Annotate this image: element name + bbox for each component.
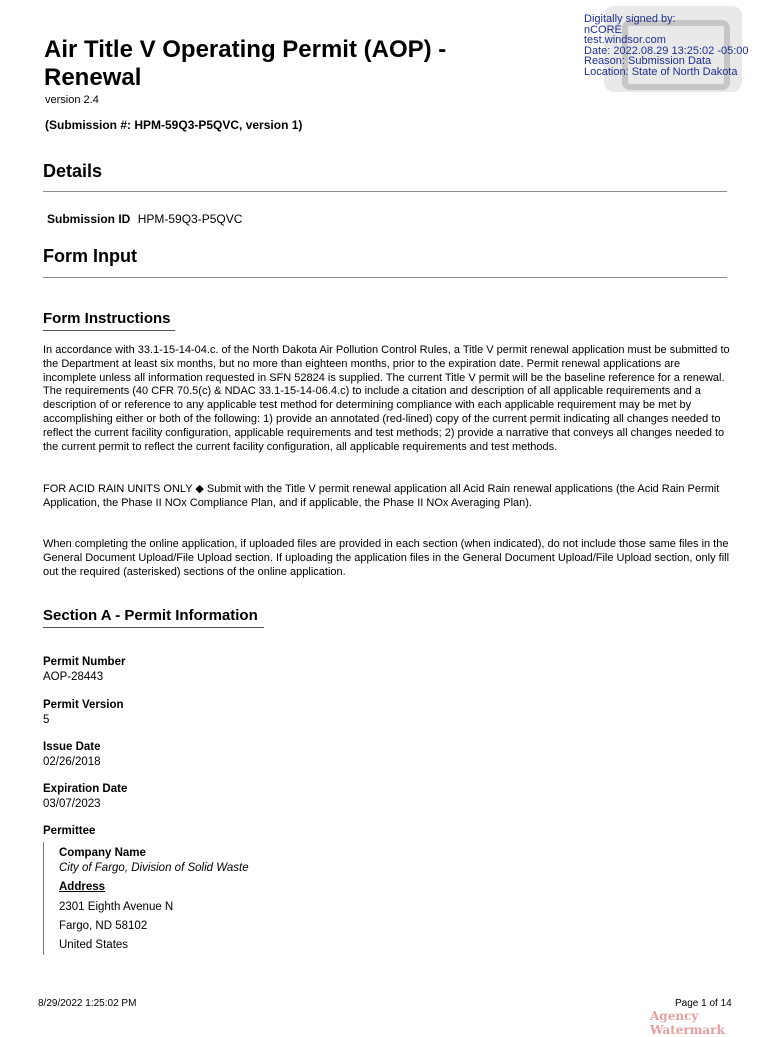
signature-line: Reason: Submission Data bbox=[584, 55, 712, 68]
permit-version-value: 5 bbox=[43, 714, 50, 726]
heading-underline bbox=[43, 330, 175, 331]
submission-id-label: Submission ID bbox=[47, 212, 131, 226]
section-a-heading: Section A - Permit Information bbox=[43, 607, 258, 624]
permit-version-label: Permit Version bbox=[43, 699, 124, 711]
submission-reference: (Submission #: HPM-59Q3-P5QVC, version 1) bbox=[45, 118, 303, 132]
acid-rain-paragraph: FOR ACID RAIN UNITS ONLY ◆ Submit with the Title V permit renewal application all Acid Rain renewal applications (the Acid Rain Permit Application, the Phase II NOx Compliance Plan, and if applicable, the Phase II NOx Averaging Plan). bbox=[43, 483, 720, 509]
permittee-group-border bbox=[43, 842, 44, 955]
details-heading: Details bbox=[43, 161, 103, 181]
form-instructions-heading: Form Instructions bbox=[43, 310, 171, 327]
divider bbox=[43, 191, 727, 192]
page-number: Page 1 of 14 bbox=[675, 998, 732, 1009]
permittee-label: Permittee bbox=[43, 825, 96, 837]
digital-signature bbox=[584, 14, 764, 78]
submission-id-row bbox=[47, 212, 242, 226]
company-name-label: Company Name bbox=[59, 847, 146, 859]
page-title: Air Title V Operating Permit (AOP) - Renewal bbox=[44, 36, 447, 91]
signature-line: test.windsor.com bbox=[584, 34, 666, 47]
divider bbox=[43, 277, 727, 278]
form-version: version 2.4 bbox=[45, 94, 99, 106]
submission-id-value: HPM-59Q3-P5QVC bbox=[137, 212, 243, 226]
instructions-paragraph: In accordance with 33.1-15-14-04.c. of the North Dakota Air Pollution Control Rules, a Title V permit renewal application must be submitted to the Department at least six months, but no more than eighteen months, prior to the expiration date. Permit renewal applications are incomplete unless all information requested in SFN 52824 is supplied. The current Title V permit will be the baseline reference for a renewal. The requirements (40 CFR 70.5(c) & NDAC 33.1-15-14-06.4.c) to include a citation and description of all applicable requirements and a description of or reference to any applicable test method for determining compliance with each applicable requirement may be met by accomplishing either or both of the following: 1) provide an annotated (red-lined) copy of the current permit indicating all changes needed to reflect the current facility configuration, applicable requirements and test methods; 2) provide a narrative that conveys all changes needed to the current permit to reflect the current facility configuration, all applicable requirements and test methods. bbox=[43, 344, 730, 453]
permit-number-value: AOP-28443 bbox=[43, 671, 104, 683]
expiration-date-value: 03/07/2023 bbox=[43, 798, 101, 810]
heading-underline bbox=[43, 627, 264, 628]
issue-date-label: Issue Date bbox=[43, 741, 101, 753]
address-line: United States bbox=[59, 939, 129, 951]
upload-paragraph: When completing the online application, if uploaded files are provided in each section (when indicated), do not include those same files in the General Document Upload/File Upload section. If uploading the application files in the General Document Upload/File Upload section, only fill out the required (asterisked) sections of the online application. bbox=[43, 538, 730, 578]
signature-line: Date: 2022.08.29 13:25:02 -05:00 bbox=[584, 44, 749, 57]
permit-number-label: Permit Number bbox=[43, 656, 126, 668]
signature-line: Location: State of North Dakota bbox=[584, 65, 738, 78]
company-name-value: City of Fargo, Division of Solid Waste bbox=[59, 862, 249, 874]
issue-date-value: 02/26/2018 bbox=[43, 756, 101, 768]
form-input-heading: Form Input bbox=[43, 246, 137, 266]
address-line: 2301 Eighth Avenue N bbox=[59, 901, 174, 913]
address-label: Address bbox=[59, 881, 106, 893]
footer-timestamp: 8/29/2022 1:25:02 PM bbox=[38, 998, 137, 1009]
signature-line: Digitally signed by: bbox=[584, 13, 676, 25]
signature-line: nCORE bbox=[584, 23, 622, 36]
expiration-date-label: Expiration Date bbox=[43, 783, 128, 795]
agency-watermark: Agency Watermark bbox=[650, 1009, 725, 1037]
address-line: Fargo, ND 58102 bbox=[59, 920, 148, 932]
